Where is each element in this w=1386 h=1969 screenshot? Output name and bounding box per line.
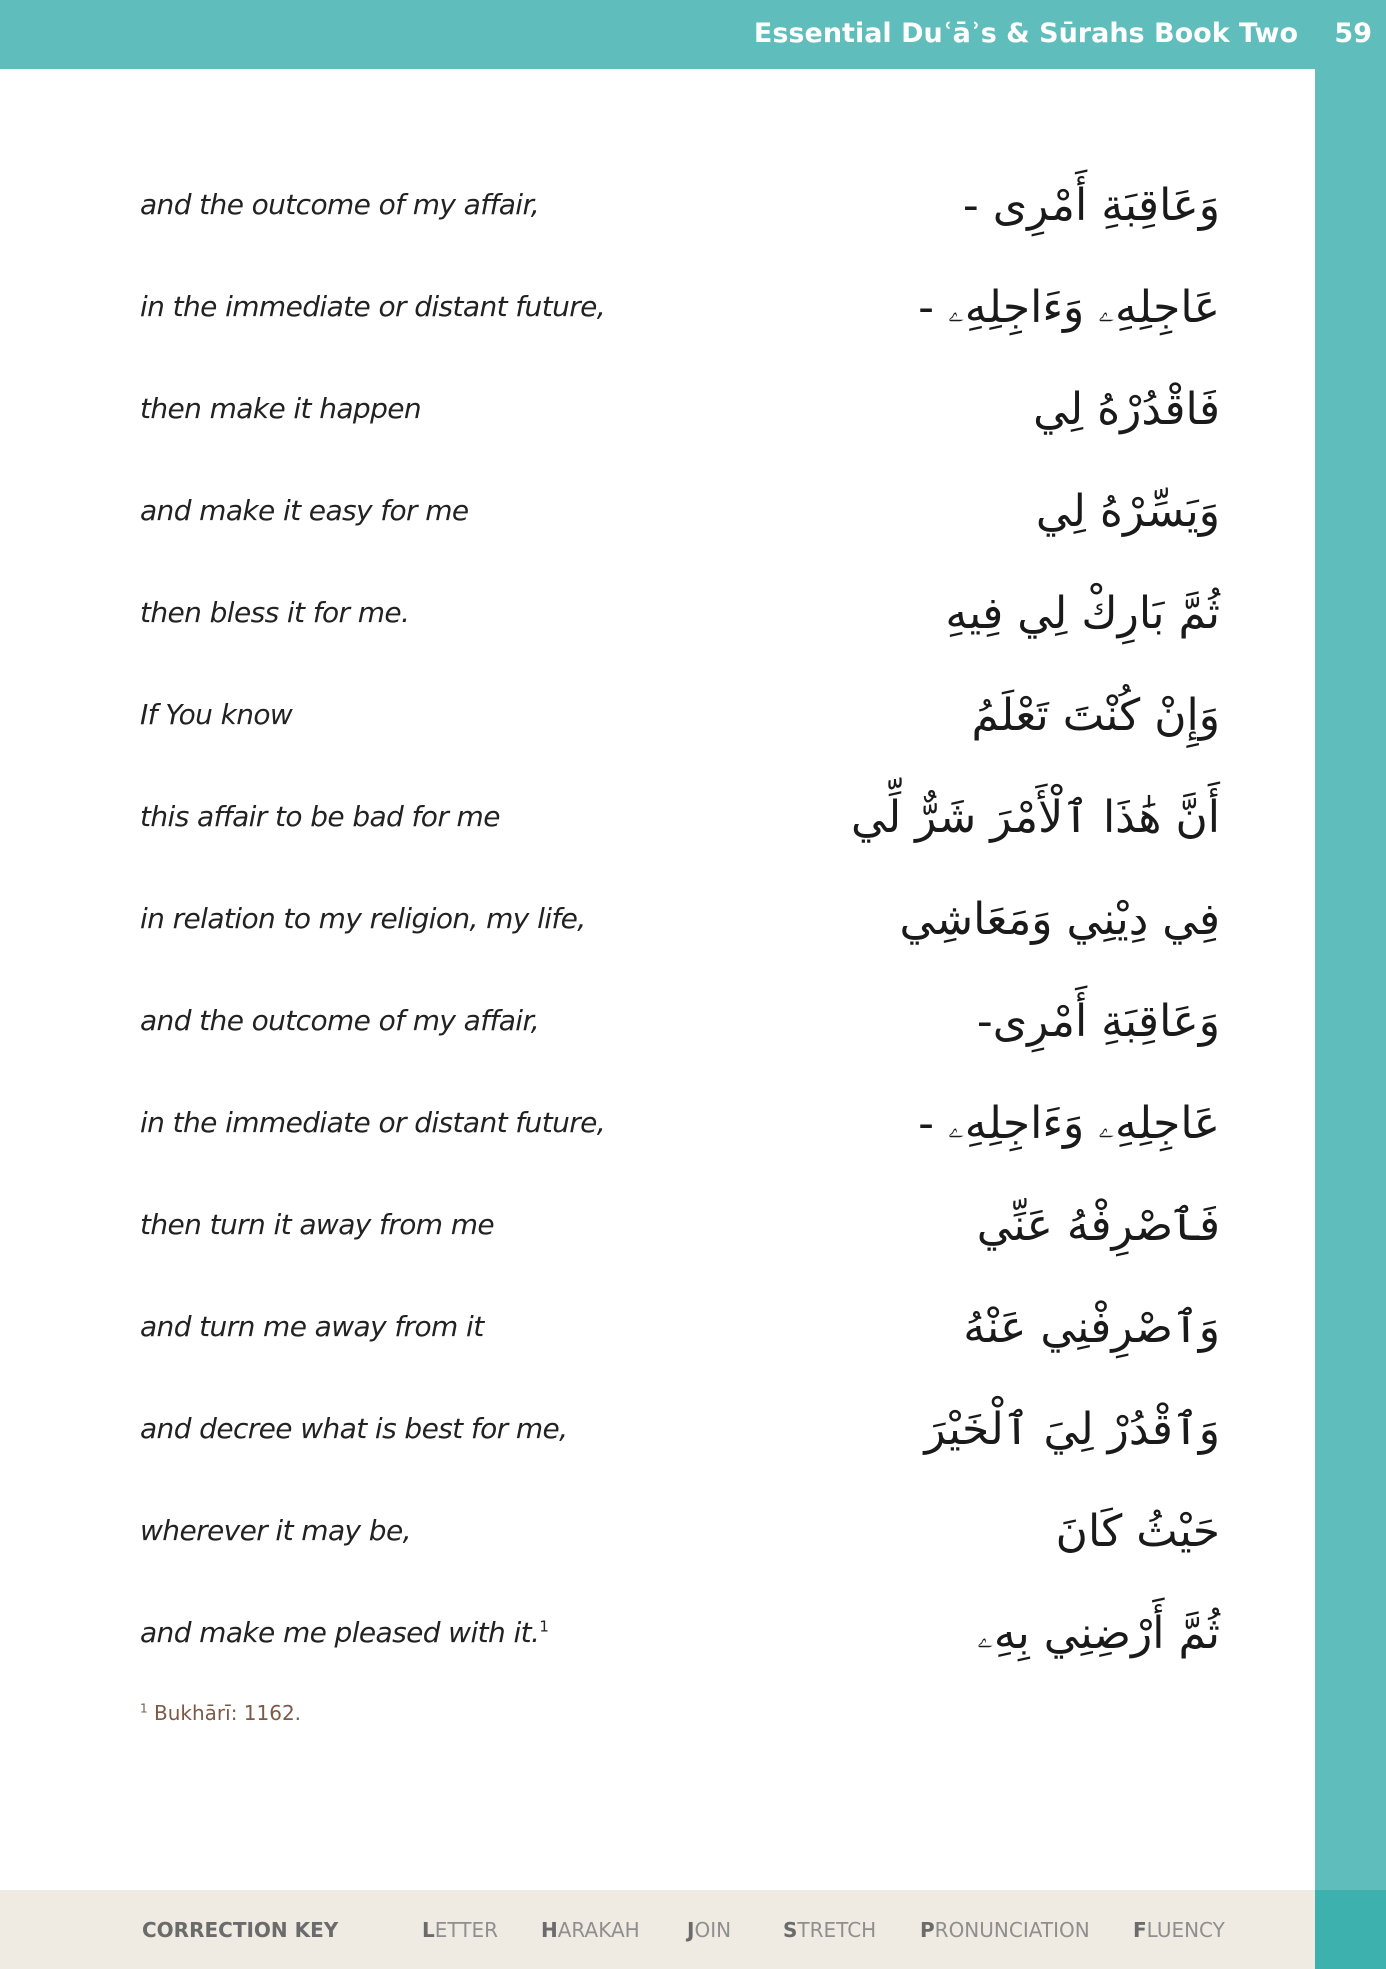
key-rest: TRETCH [797,1918,877,1942]
footnote [140,1701,301,1725]
arabic-text: فَاقْدُرْهُ لِي [1033,384,1220,435]
english-text: in the immediate or distant future, [140,290,606,323]
side-accent-strip [1315,69,1386,1969]
translation-line [140,792,1220,872]
english-text: and turn me away from it [140,1310,484,1343]
english-text: then bless it for me. [140,596,410,629]
arabic-text: فَٱصْرِفْهُ عَنِّي [976,1200,1220,1251]
key-initial: S [783,1918,798,1942]
translation-line [140,1404,1220,1484]
footnote-number: 1 [140,1701,148,1716]
correction-key-bar [0,1890,1315,1969]
english-text: and make it easy for me [140,494,469,527]
book-title: Essential Duʿāʾs & Sūrahs Book Two [753,18,1298,49]
translation-line [140,996,1220,1076]
footnote-text: Bukhārī: 1162. [154,1701,302,1725]
arabic-text: أَنَّ هَٰذَا ٱلْأَمْرَ شَرٌّ لِّي [851,792,1220,843]
english-text [140,1616,548,1649]
english-text: and decree what is best for me, [140,1412,568,1445]
key-rest: OIN [694,1918,732,1942]
arabic-text: عَاجِلِهِۦ وَءَاجِلِهِۦ - [918,1098,1220,1149]
correction-key-title: CORRECTION KEY [142,1918,339,1942]
translation-line [140,1506,1220,1586]
key-rest: LUENCY [1146,1918,1225,1942]
arabic-text: وَعَاقِبَةِ أَمْرِى- [976,996,1220,1047]
key-rest: ETTER [434,1918,499,1942]
arabic-text: وَإِنْ كُنْتَ تَعْلَمُ [971,690,1220,741]
arabic-text: عَاجِلِهِۦ وَءَاجِلِهِۦ - [918,282,1220,333]
footnote-reference: 1 [539,1617,549,1636]
translation-line [140,180,1220,260]
key-join [687,1918,731,1942]
english-text: and the outcome of my affair, [140,188,540,221]
english-text: and the outcome of my affair, [140,1004,540,1037]
arabic-text: فِي دِيْنِي وَمَعَاشِي [899,894,1220,945]
key-fluency [1133,1918,1225,1942]
key-initial: J [687,1918,695,1942]
arabic-text: ثُمَّ أَرْضِنِي بِهِۦ [977,1608,1220,1659]
key-stretch [783,1918,876,1942]
translation-line [140,1098,1220,1178]
english-text: If You know [140,698,293,731]
key-pronunciation [920,1918,1090,1942]
english-text: then make it happen [140,392,422,425]
header-bar [0,0,1386,69]
arabic-text: وَٱصْرِفْنِي عَنْهُ [963,1302,1220,1353]
translation-line [140,282,1220,362]
key-letter [422,1918,498,1942]
translation-line [140,1302,1220,1382]
arabic-text: ثُمَّ بَارِكْ لِي فِيهِ [945,588,1220,639]
arabic-text: وَٱقْدُرْ لِيَ ٱلْخَيْرَ [924,1404,1220,1455]
translation-line [140,1608,1220,1688]
key-initial: H [541,1918,558,1942]
arabic-text: وَعَاقِبَةِ أَمْرِى - [962,180,1220,231]
english-text: then turn it away from me [140,1208,495,1241]
page-number: 59 [1334,18,1372,49]
translation-line [140,1200,1220,1280]
translation-line [140,588,1220,668]
key-initial: P [920,1918,935,1942]
key-rest: ARAKAH [557,1918,640,1942]
arabic-text: حَيْثُ كَانَ [1055,1506,1220,1557]
english-text: this affair to be bad for me [140,800,500,833]
english-text: wherever it may be, [140,1514,411,1547]
translation-line [140,486,1220,566]
key-harakah [541,1918,640,1942]
key-rest: RONUNCIATION [934,1918,1090,1942]
english-text: in relation to my religion, my life, [140,902,586,935]
arabic-text: وَيَسِّرْهُ لِي [1035,486,1220,537]
key-initial: F [1133,1918,1147,1942]
translation-line [140,894,1220,974]
translation-line [140,384,1220,464]
translation-line [140,690,1220,770]
side-accent-strip-footer [1315,1890,1386,1969]
english-text-body: and make me pleased with it. [140,1616,540,1649]
english-text: in the immediate or distant future, [140,1106,606,1139]
key-initial: L [422,1918,435,1942]
